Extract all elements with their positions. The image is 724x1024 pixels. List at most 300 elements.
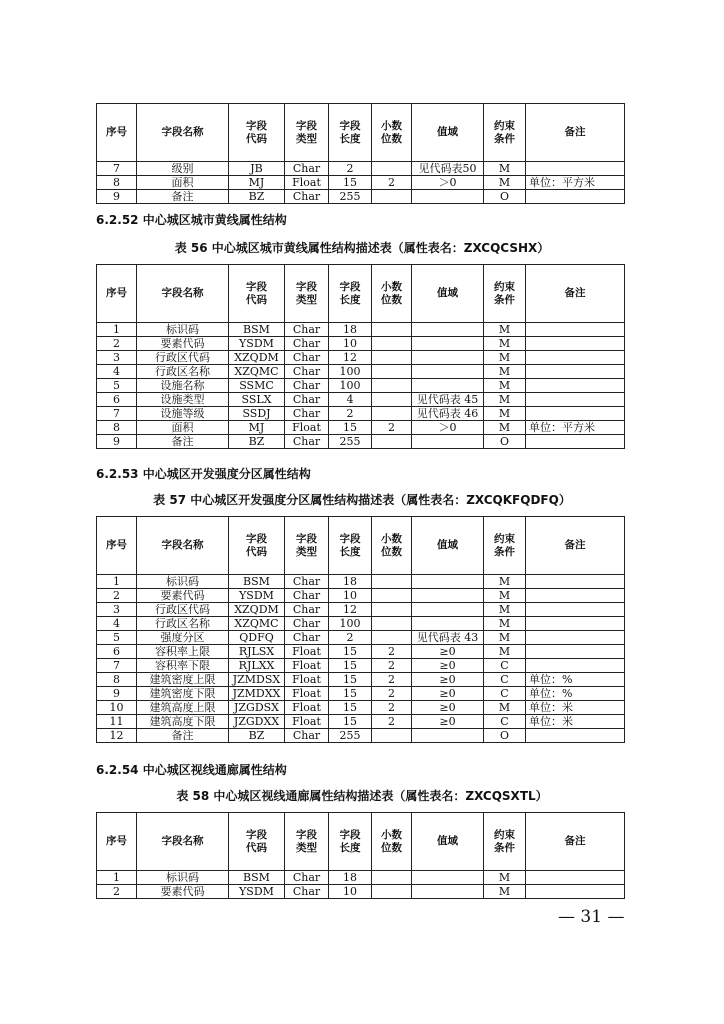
table-row <box>97 603 625 617</box>
table-cell <box>412 617 484 631</box>
table-cell: 单位：% <box>526 687 625 701</box>
table-cell: 备注 <box>137 729 229 743</box>
attribute-table-57 <box>96 516 625 743</box>
table-cell <box>372 351 412 365</box>
table-cell <box>372 190 412 204</box>
table-cell: 15 <box>329 701 372 715</box>
table-cell: M <box>484 645 526 659</box>
table-cell: O <box>484 729 526 743</box>
table-cell: 4 <box>97 365 137 379</box>
table-row <box>97 407 625 421</box>
table-cell: XZQDM <box>229 603 285 617</box>
table-cell <box>372 365 412 379</box>
table-cell: 2 <box>372 673 412 687</box>
page-number: — 31 — <box>558 907 625 927</box>
table-cell <box>526 162 625 176</box>
table-cell <box>526 323 625 337</box>
table-cell: JB <box>229 162 285 176</box>
column-header: 备注 <box>526 265 625 323</box>
table-cell: 10 <box>329 337 372 351</box>
table-cell: 设施等级 <box>137 407 229 421</box>
table-cell: XZQMC <box>229 365 285 379</box>
section-heading-6-2-52: 6.2.52 中心城区城市黄线属性结构 <box>96 213 287 227</box>
table-cell: 5 <box>97 631 137 645</box>
table-cell: Float <box>285 176 329 190</box>
table-cell: 1 <box>97 323 137 337</box>
column-header: 小数 位数 <box>372 104 412 162</box>
table-cell: YSDM <box>229 885 285 899</box>
table-cell: M <box>484 393 526 407</box>
table-cell: 单位：平方米 <box>526 176 625 190</box>
table-cell <box>372 729 412 743</box>
table-cell: 2 <box>97 885 137 899</box>
table-cell: SSDJ <box>229 407 285 421</box>
table-cell: 7 <box>97 659 137 673</box>
table-cell: C <box>484 673 526 687</box>
table-cell <box>412 589 484 603</box>
table-row <box>97 351 625 365</box>
table-cell: ＞0 <box>412 176 484 190</box>
table-cell: Float <box>285 701 329 715</box>
table-cell <box>372 162 412 176</box>
table-cell: 18 <box>329 323 372 337</box>
table-cell <box>372 617 412 631</box>
table-cell: M <box>484 351 526 365</box>
column-header: 约束 条件 <box>484 104 526 162</box>
table-cell: 设施类型 <box>137 393 229 407</box>
table-cell: 备注 <box>137 190 229 204</box>
table-cell: M <box>484 589 526 603</box>
table-cell: 6 <box>97 645 137 659</box>
table-cell <box>412 351 484 365</box>
column-header: 小数 位数 <box>372 813 412 871</box>
table-row <box>97 589 625 603</box>
table-cell: 7 <box>97 162 137 176</box>
table-cell <box>412 379 484 393</box>
table-cell: 单位：米 <box>526 701 625 715</box>
column-header: 字段 长度 <box>329 813 372 871</box>
table-cell: 15 <box>329 645 372 659</box>
table-cell: SSLX <box>229 393 285 407</box>
table-cell: Char <box>285 365 329 379</box>
table-cell: 6 <box>97 393 137 407</box>
table-header-row <box>97 265 625 323</box>
table-cell <box>412 871 484 885</box>
table-cell: 15 <box>329 687 372 701</box>
table-cell: 100 <box>329 365 372 379</box>
table-cell <box>412 435 484 449</box>
column-header: 字段 代码 <box>229 813 285 871</box>
column-header: 序号 <box>97 813 137 871</box>
table-cell: 11 <box>97 715 137 729</box>
table-cell: O <box>484 190 526 204</box>
table-cell: YSDM <box>229 337 285 351</box>
attribute-table-58 <box>96 812 625 899</box>
table-cell: Char <box>285 885 329 899</box>
table-cell: YSDM <box>229 589 285 603</box>
column-header: 字段 长度 <box>329 517 372 575</box>
table-cell: 要素代码 <box>137 885 229 899</box>
table-cell: BZ <box>229 729 285 743</box>
table-cell <box>372 631 412 645</box>
table-cell: 2 <box>372 687 412 701</box>
table-row <box>97 687 625 701</box>
table-cell: 建筑高度下限 <box>137 715 229 729</box>
table-cell: SSMC <box>229 379 285 393</box>
table-cell: 3 <box>97 603 137 617</box>
table-cell: JZGDXX <box>229 715 285 729</box>
table-row <box>97 176 625 190</box>
table-cell <box>526 351 625 365</box>
table-caption-56: 表 56 中心城区城市黄线属性结构描述表（属性表名：ZXCQCSHX） <box>174 241 550 255</box>
table-cell <box>372 589 412 603</box>
table-cell: 容积率上限 <box>137 645 229 659</box>
table-cell: 1 <box>97 575 137 589</box>
table-cell <box>526 407 625 421</box>
table-cell <box>412 190 484 204</box>
column-header: 小数 位数 <box>372 517 412 575</box>
table-cell: 建筑高度上限 <box>137 701 229 715</box>
table-row <box>97 617 625 631</box>
table-cell <box>412 365 484 379</box>
table-cell: 见代码表50 <box>412 162 484 176</box>
table-cell: 12 <box>329 603 372 617</box>
table-cell: JZMDSX <box>229 673 285 687</box>
table-cell: 18 <box>329 871 372 885</box>
table-cell: 15 <box>329 715 372 729</box>
table-cell: BSM <box>229 871 285 885</box>
table-cell: MJ <box>229 421 285 435</box>
table-row <box>97 729 625 743</box>
table-caption-57: 表 57 中心城区开发强度分区属性结构描述表（属性表名：ZXCQKFQDFQ） <box>153 493 571 507</box>
table-cell: 见代码表 43 <box>412 631 484 645</box>
table-cell <box>526 435 625 449</box>
table-cell: RJLXX <box>229 659 285 673</box>
table-cell: BSM <box>229 575 285 589</box>
table-cell: 255 <box>329 435 372 449</box>
table-cell: Float <box>285 687 329 701</box>
table-cell: 容积率下限 <box>137 659 229 673</box>
table-cell: BZ <box>229 435 285 449</box>
table-cell: Float <box>285 715 329 729</box>
table-header-row <box>97 517 625 575</box>
table-cell: 备注 <box>137 435 229 449</box>
table-cell: 8 <box>97 421 137 435</box>
table-cell: 100 <box>329 617 372 631</box>
table-row <box>97 715 625 729</box>
column-header: 字段 类型 <box>285 813 329 871</box>
table-cell: ≥0 <box>412 659 484 673</box>
table-cell <box>526 885 625 899</box>
table-cell: 见代码表 45 <box>412 393 484 407</box>
table-cell: Char <box>285 379 329 393</box>
table-cell <box>372 337 412 351</box>
table-cell: 行政区代码 <box>137 351 229 365</box>
table-cell: ≥0 <box>412 715 484 729</box>
table-cell: 12 <box>97 729 137 743</box>
column-header: 字段名称 <box>137 517 229 575</box>
column-header: 备注 <box>526 104 625 162</box>
table-cell <box>526 393 625 407</box>
table-cell: Char <box>285 631 329 645</box>
table-cell: 8 <box>97 673 137 687</box>
table-cell <box>372 885 412 899</box>
table-cell: 2 <box>97 337 137 351</box>
column-header: 字段 代码 <box>229 104 285 162</box>
table-cell: M <box>484 407 526 421</box>
table-cell <box>526 603 625 617</box>
table-cell: 2 <box>329 407 372 421</box>
table-cell: M <box>484 421 526 435</box>
column-header: 约束 条件 <box>484 265 526 323</box>
table-cell: M <box>484 575 526 589</box>
table-row <box>97 645 625 659</box>
table-cell: BZ <box>229 190 285 204</box>
column-header: 值域 <box>412 265 484 323</box>
table-cell: ≥0 <box>412 645 484 659</box>
table-cell <box>372 379 412 393</box>
table-cell: Char <box>285 435 329 449</box>
column-header: 字段名称 <box>137 813 229 871</box>
table-cell: 255 <box>329 729 372 743</box>
table-row <box>97 885 625 899</box>
column-header: 字段名称 <box>137 104 229 162</box>
table-cell: 5 <box>97 379 137 393</box>
column-header: 字段名称 <box>137 265 229 323</box>
table-cell: Char <box>285 323 329 337</box>
table-cell: RJLSX <box>229 645 285 659</box>
table-cell: 9 <box>97 435 137 449</box>
table-cell: 15 <box>329 659 372 673</box>
table-cell: 建筑密度上限 <box>137 673 229 687</box>
table-cell: M <box>484 885 526 899</box>
table-cell: Float <box>285 659 329 673</box>
table-header-row <box>97 813 625 871</box>
table-cell: Char <box>285 162 329 176</box>
table-cell: Char <box>285 871 329 885</box>
table-cell <box>412 603 484 617</box>
column-header: 字段 代码 <box>229 517 285 575</box>
table-row <box>97 323 625 337</box>
table-cell: 2 <box>372 176 412 190</box>
table-cell: 见代码表 46 <box>412 407 484 421</box>
table-cell: Float <box>285 645 329 659</box>
column-header: 值域 <box>412 104 484 162</box>
table-cell: Char <box>285 575 329 589</box>
table-cell: MJ <box>229 176 285 190</box>
table-cell <box>372 407 412 421</box>
column-header: 字段 类型 <box>285 265 329 323</box>
table-cell: C <box>484 687 526 701</box>
table-header-row <box>97 104 625 162</box>
table-cell: 单位：米 <box>526 715 625 729</box>
table-cell <box>372 435 412 449</box>
table-cell: 255 <box>329 190 372 204</box>
column-header: 值域 <box>412 517 484 575</box>
table-cell: ＞0 <box>412 421 484 435</box>
table-cell: 单位：% <box>526 673 625 687</box>
table-cell <box>526 871 625 885</box>
table-cell: 建筑密度下限 <box>137 687 229 701</box>
table-cell: 4 <box>329 393 372 407</box>
table-cell: 级别 <box>137 162 229 176</box>
column-header: 小数 位数 <box>372 265 412 323</box>
table-cell: Float <box>285 421 329 435</box>
table-cell: 要素代码 <box>137 589 229 603</box>
table-cell: 2 <box>372 659 412 673</box>
table-cell: 标识码 <box>137 871 229 885</box>
table-cell: Char <box>285 337 329 351</box>
table-cell <box>526 190 625 204</box>
table-row <box>97 393 625 407</box>
table-cell: 10 <box>97 701 137 715</box>
table-cell <box>372 323 412 337</box>
table-cell: 2 <box>329 162 372 176</box>
table-cell: 2 <box>329 631 372 645</box>
table-cell: 2 <box>97 589 137 603</box>
table-cell: M <box>484 379 526 393</box>
table-cell: 100 <box>329 379 372 393</box>
table-cell: 18 <box>329 575 372 589</box>
column-header: 约束 条件 <box>484 813 526 871</box>
table-cell: ≥0 <box>412 701 484 715</box>
table-cell: 标识码 <box>137 323 229 337</box>
table-row <box>97 421 625 435</box>
table-cell: 10 <box>329 885 372 899</box>
column-header: 值域 <box>412 813 484 871</box>
table-cell: M <box>484 631 526 645</box>
column-header: 序号 <box>97 265 137 323</box>
column-header: 约束 条件 <box>484 517 526 575</box>
attribute-table-55-continued <box>96 103 625 204</box>
table-cell: 行政区名称 <box>137 617 229 631</box>
table-cell: M <box>484 871 526 885</box>
table-cell: 标识码 <box>137 575 229 589</box>
table-cell: 2 <box>372 421 412 435</box>
table-cell <box>526 575 625 589</box>
table-cell <box>412 337 484 351</box>
column-header: 字段 长度 <box>329 265 372 323</box>
table-cell: BSM <box>229 323 285 337</box>
table-cell: Char <box>285 351 329 365</box>
table-cell: C <box>484 715 526 729</box>
table-cell: 面积 <box>137 421 229 435</box>
table-cell: XZQDM <box>229 351 285 365</box>
table-caption-58: 表 58 中心城区视线通廊属性结构描述表（属性表名：ZXCQSXTL） <box>176 789 548 803</box>
table-cell <box>526 659 625 673</box>
table-cell <box>412 323 484 337</box>
table-cell <box>526 365 625 379</box>
table-cell <box>526 589 625 603</box>
column-header: 备注 <box>526 517 625 575</box>
table-cell: 强度分区 <box>137 631 229 645</box>
table-cell: M <box>484 176 526 190</box>
table-cell: 10 <box>329 589 372 603</box>
table-cell: JZGDSX <box>229 701 285 715</box>
section-heading-6-2-53: 6.2.53 中心城区开发强度分区属性结构 <box>96 467 311 481</box>
table-cell: 15 <box>329 176 372 190</box>
table-row <box>97 631 625 645</box>
table-cell: 9 <box>97 190 137 204</box>
table-row <box>97 162 625 176</box>
table-cell: M <box>484 323 526 337</box>
table-row <box>97 701 625 715</box>
table-row <box>97 659 625 673</box>
table-cell: 要素代码 <box>137 337 229 351</box>
table-cell: Char <box>285 393 329 407</box>
table-cell: 行政区名称 <box>137 365 229 379</box>
table-row <box>97 337 625 351</box>
table-row <box>97 435 625 449</box>
table-cell: M <box>484 365 526 379</box>
table-cell: 3 <box>97 351 137 365</box>
table-cell <box>526 729 625 743</box>
table-cell: O <box>484 435 526 449</box>
table-cell: Char <box>285 729 329 743</box>
table-cell: XZQMC <box>229 617 285 631</box>
table-cell: 1 <box>97 871 137 885</box>
table-row <box>97 190 625 204</box>
table-cell <box>526 645 625 659</box>
table-cell: Float <box>285 673 329 687</box>
table-cell: 面积 <box>137 176 229 190</box>
table-cell <box>526 337 625 351</box>
column-header: 序号 <box>97 517 137 575</box>
table-cell: M <box>484 617 526 631</box>
table-cell: 行政区代码 <box>137 603 229 617</box>
table-cell: ≥0 <box>412 687 484 701</box>
table-cell: 2 <box>372 715 412 729</box>
table-cell <box>526 379 625 393</box>
table-cell: Char <box>285 589 329 603</box>
table-cell: 2 <box>372 645 412 659</box>
table-cell: QDFQ <box>229 631 285 645</box>
table-cell: M <box>484 162 526 176</box>
attribute-table-56 <box>96 264 625 449</box>
column-header: 字段 类型 <box>285 517 329 575</box>
table-cell: 2 <box>372 701 412 715</box>
table-cell: 4 <box>97 617 137 631</box>
table-cell <box>372 575 412 589</box>
column-header: 序号 <box>97 104 137 162</box>
table-cell <box>412 575 484 589</box>
table-row <box>97 673 625 687</box>
column-header: 字段 类型 <box>285 104 329 162</box>
table-cell <box>526 631 625 645</box>
table-cell: 7 <box>97 407 137 421</box>
column-header: 字段 长度 <box>329 104 372 162</box>
table-cell: JZMDXX <box>229 687 285 701</box>
column-header: 字段 代码 <box>229 265 285 323</box>
table-cell: M <box>484 337 526 351</box>
table-cell: C <box>484 659 526 673</box>
section-heading-6-2-54: 6.2.54 中心城区视线通廊属性结构 <box>96 763 287 777</box>
table-row <box>97 379 625 393</box>
table-cell: 单位：平方米 <box>526 421 625 435</box>
table-cell: 设施名称 <box>137 379 229 393</box>
table-cell <box>372 393 412 407</box>
table-row <box>97 575 625 589</box>
table-cell: M <box>484 603 526 617</box>
table-cell: 15 <box>329 673 372 687</box>
table-cell <box>372 603 412 617</box>
table-cell: Char <box>285 617 329 631</box>
table-cell <box>412 729 484 743</box>
table-cell: Char <box>285 603 329 617</box>
table-cell <box>372 871 412 885</box>
table-cell: 9 <box>97 687 137 701</box>
table-cell: 12 <box>329 351 372 365</box>
